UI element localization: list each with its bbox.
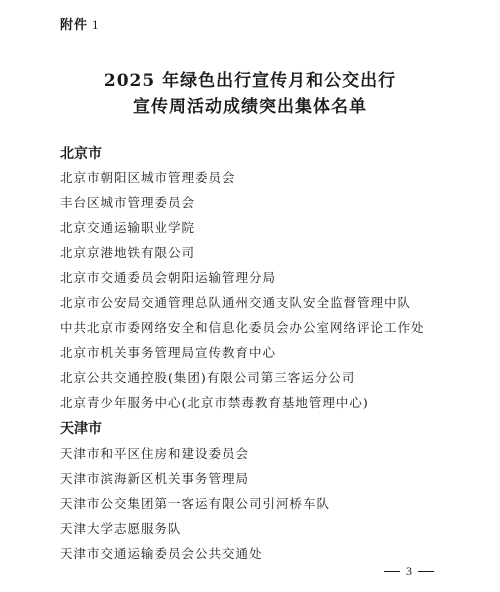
footer-dash-right [418,571,434,572]
document-title-line-1: 2025 年绿色出行宣传月和公交出行 [103,71,397,91]
list-item: 北京公共交通控股(集团)有限公司第三客运分公司 [60,370,356,385]
list-item: 北京青少年服务中心(北京市禁毒教育基地管理中心) [60,395,369,410]
list-item: 丰台区城市管理委员会 [60,195,196,210]
page-footer [384,564,434,579]
attachment-label [60,14,100,33]
list-item: 北京京港地铁有限公司 [60,245,196,260]
document-title-line-2: 宣传周活动成绩突出集体名单 [133,97,367,117]
footer-dash-left [384,571,400,572]
list-item: 天津大学志愿服务队 [60,521,182,536]
attachment-number: 1 [92,17,100,32]
list-item: 天津市滨海新区机关事务管理局 [60,471,250,486]
list-item: 北京交通运输职业学院 [60,220,196,235]
list-item: 天津市和平区住房和建设委员会 [60,446,250,461]
list-item: 北京市朝阳区城市管理委员会 [60,170,236,185]
attachment-text: 附件 [60,18,89,33]
list-item: 北京市机关事务管理局宣传教育中心 [60,345,277,360]
list-item: 北京市公安局交通管理总队通州交通支队安全监督管理中队 [60,295,412,310]
list-item: 天津市交通运输委员会公共交通处 [60,546,263,561]
list-item: 北京市交通委员会朝阳运输管理分局 [60,270,277,285]
list-item: 中共北京市委网络安全和信息化委员会办公室网络评论工作处 [60,320,425,335]
page-number: 3 [406,564,412,578]
section-heading-beijing: 北京市 [60,146,102,162]
list-item: 天津市公交集团第一客运有限公司引河桥车队 [60,496,331,511]
section-heading-tianjin: 天津市 [60,421,102,437]
